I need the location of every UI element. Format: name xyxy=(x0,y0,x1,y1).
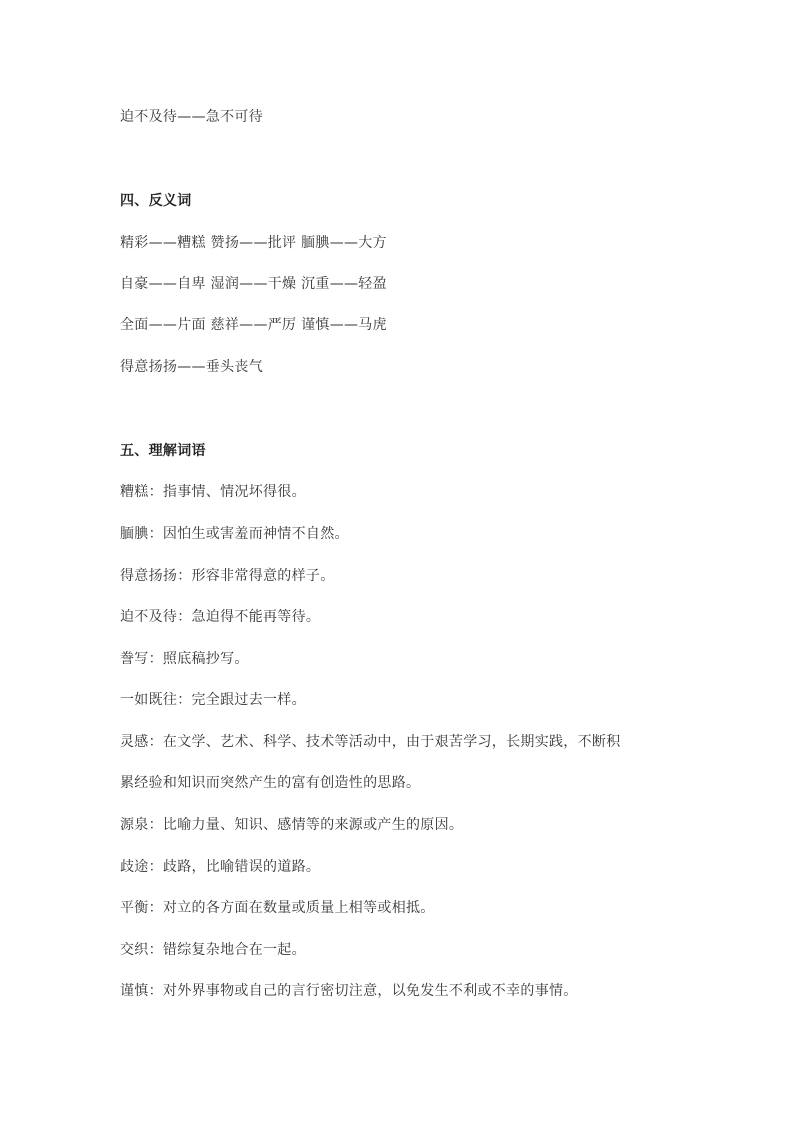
definition-item: 一如既往：完全跟过去一样。 xyxy=(120,692,306,708)
definition-item: 糟糕：指事情、情况坏得很。 xyxy=(120,484,306,500)
definition-item: 歧途：歧路，比喻错误的道路。 xyxy=(120,859,321,875)
definition-item: 腼腆：因怕生或害羞而神情不自然。 xyxy=(120,526,349,542)
definition-item: 得意扬扬：形容非常得意的样子。 xyxy=(120,568,335,584)
definition-item: 迫不及待：急迫得不能再等待。 xyxy=(120,609,321,625)
definition-item: 平衡：对立的各方面在数量或质量上相等或相抵。 xyxy=(120,900,435,916)
definition-item: 源泉：比喻力量、知识、感情等的来源或产生的原因。 xyxy=(120,817,464,833)
definition-item-continuation: 累经验和知识而突然产生的富有创造性的思路。 xyxy=(120,775,421,791)
antonym-line: 精彩——糟糕 赞扬——批评 腼腆——大方 xyxy=(120,235,387,251)
definition-item: 谨慎：对外界事物或自己的言行密切注意，以免发生不利或不幸的事情。 xyxy=(120,983,578,999)
section-heading-definitions: 五、理解词语 xyxy=(120,443,206,459)
definition-item: 交织：错综复杂地合在一起。 xyxy=(120,942,306,958)
definition-item: 誊写：照底稿抄写。 xyxy=(120,651,249,667)
antonym-line: 得意扬扬——垂头丧气 xyxy=(120,359,263,375)
antonym-line: 全面——片面 慈祥——严厉 谨慎——马虎 xyxy=(120,317,387,333)
definition-item: 灵感：在文学、艺术、科学、技术等活动中，由于艰苦学习，长期实践，不断积 xyxy=(120,734,621,750)
antonym-line: 自豪——自卑 湿润——干燥 沉重——轻盈 xyxy=(120,276,387,292)
synonym-pair: 迫不及待——急不可待 xyxy=(120,109,263,125)
section-heading-antonyms: 四、反义词 xyxy=(120,193,192,209)
